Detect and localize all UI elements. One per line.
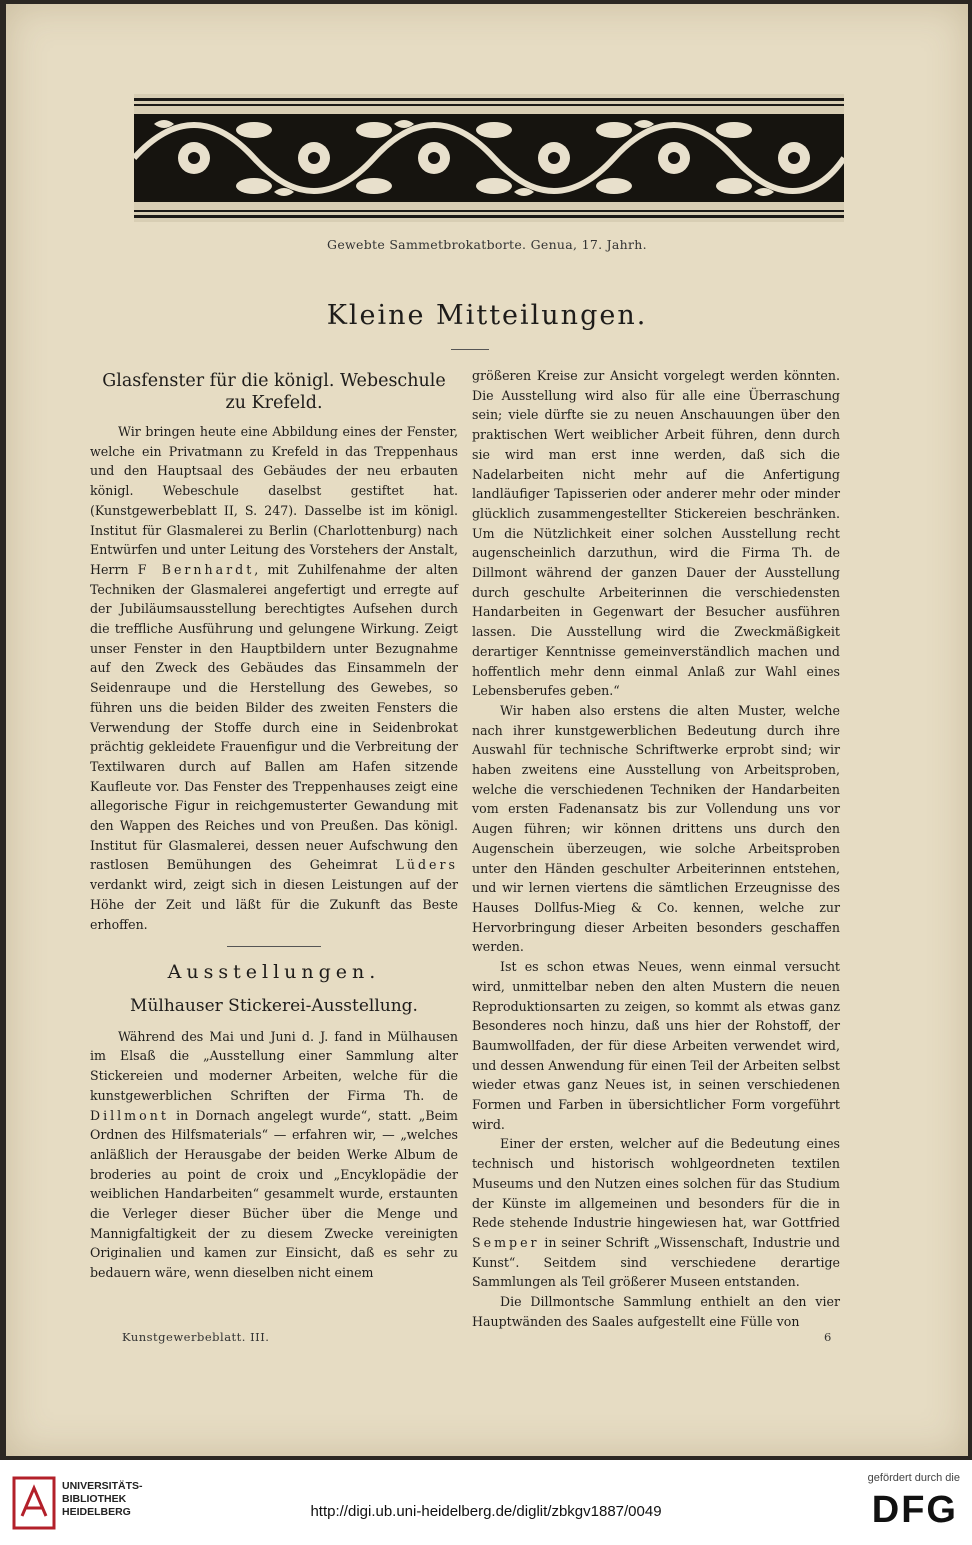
paragraph-text: Während des Mai und Juni d. J. fand in Mülhausen im Elsaß die „Ausstellung einer Sammlung alter Stickereien und moderner Arbeiten, welche für die kunstgewerblichen Schriften der Firma Th. de	[90, 1028, 458, 1103]
paragraph-text: , mit Zuhilfenahme der alten Techniken der Glasmalerei angefertigt und erregte auf der Jubiläumsausstellung berechtigtes Aufsehen durch die treffliche Ausführung und gelungene Wirkung. Zeigt unser Fenster in den Hauptbildern unter Bezugnahme auf den Zweck des Gebäudes das Einsammeln der Seidenraupe und die Herstellung des Gewebes, so führen uns die beiden Bilder des zweiten Fensters die Verwendung der Stoffe durch eine in Seidenbrokat prächtig gekleidete Frauenfigur und die Verbreitung der Textilwaren durch auf Ballen am Hafen sitzende Kaufleute vor. Das Fenster des Treppenhauses zeigt eine allegorische Figur in reichgemusterter Gewandung mit den Wappen des Reiches und von Preußen. Das königl. Institut für Glasmalerei, dessen neuer Aufschwung den rastlosen Bemühungen des Geheimrat	[90, 561, 458, 873]
scanned-page	[6, 4, 968, 1456]
article-paragraph: Die Dillmontsche Sammlung enthielt an den vier Hauptwänden des Saales aufgestellt eine Fülle von	[472, 1294, 840, 1329]
source-url-link[interactable]: http://digi.ub.uni-heidelberg.de/diglit/zbkgv1887/0049	[310, 1503, 662, 1520]
title-divider	[451, 349, 489, 350]
article-title	[90, 370, 458, 414]
library-name-line2: BIBLIOTHEK	[62, 1493, 127, 1505]
article-paragraph	[90, 422, 458, 934]
person-name: F Bernhardt	[137, 561, 255, 577]
dfg-logo[interactable]: DFG	[871, 1489, 958, 1531]
article-paragraph: Ist es schon etwas Neues, wenn einmal versucht wird, unmittelbar neben den alten Mustern die neuen Reproduktionsarten zu zeigen, so kommt als etwas ganz Besonderes noch hinzu, daß uns hier der Rohstoff, der Baumwollfaden, der für diese Arbeiten verwendet wird, und dessen Anwendung für einen Teil der Arbeiten selbst wieder etwas ganz Neues ist, in seinen verschiedenen Formen und Farben in übersichtlicher Form vorgeführt wird.	[472, 959, 840, 1132]
person-name: Semper	[472, 1234, 540, 1250]
section-heading: Ausstellungen.	[167, 961, 381, 984]
article-paragraph	[90, 1027, 458, 1283]
digitization-bar	[0, 1460, 972, 1545]
page-title: Kleine Mitteilungen.	[326, 300, 648, 331]
library-name-line3: HEIDELBERG	[62, 1506, 131, 1518]
article-title-line2: zu Krefeld.	[225, 393, 323, 413]
article-paragraph: Wir haben also erstens die alten Muster, welche nach ihrer kunstgewerblichen Bedeutung durch ihre Auswahl für technische Schriftwerke erprobt sind; wir haben zweitens eine Ausstellung von Arbeitsproben, welche die verschiedenen Techniken der Handarbeiten vom ersten Fadenansatz bis zur Vollendung uns vor Augen führen; wir können drittens uns durch den Augenschein überzeugen, wie solche Arbeitsproben unter den Händen geschulter Arbeiterinnen entstehen, und wir lernen viertens die sämtlichen Erzeugnisse des Hauses Dollfus-Mieg & Co. kennen, welche zur Hervorbringung dieser Arbeiten besonders geschaffen werden.	[472, 702, 840, 955]
library-name-line1: UNIVERSITÄTS-	[62, 1480, 143, 1492]
page-number: 6	[824, 1330, 832, 1344]
paragraph-text: in Dornach angelegt wurde“, statt. „Beim Ordnen des Hilfsmaterials“ — erfahren wir, — „welches anläßlich der Herausgabe der beiden Werke Album de broderies au point de croix und „Encyklopädie der weiblichen Handarbeiten“ gesammelt wurde, erstaunten die Verleger dieser Bücher über die Menge und Mannigfaltigkeit der zu diesem Zwecke vereinigten Originalien und kamen zur Einsicht, daß es sehr zu bedauern wäre, wenn dieselben nicht einem	[90, 1107, 458, 1281]
ornament-caption: Gewebte Sammetbrokatborte. Genua, 17. Jahrh.	[327, 237, 647, 252]
paragraph-text: verdankt wird, zeigt sich in diesen Leistungen auf der Höhe der Zeit und läßt für die Zukunft das Beste erhoffen.	[90, 877, 458, 932]
section-subheading: Mülhauser Stickerei-Ausstellung.	[130, 995, 418, 1016]
left-column	[90, 366, 458, 1283]
person-name: Lüders	[395, 857, 458, 873]
article-paragraph: größeren Kreise zur Ansicht vorgelegt werden könnten. Die Ausstellung wird also für alle eine Überraschung sein; viele dürfte sie zu neuen Anschauungen über den praktischen Wert weiblicher Arbeit führen, denn durch sie wird man erst inne werden, daß sich die Nadelarbeiten nicht mehr auf die Anfertigung landläufiger Tapisserien oder anderer mehr oder minder glücklich zusammengestellter Stickereien beschränken. Um die Nützlichkeit einer solchen Ausstellung recht augenscheinlich darzuthun, wird die Firma Th. de Dillmont während der ganzen Dauer der Ausstellung durch geschulte Arbeiterinnen die verschiedensten Handarbeiten in Gegenwart der Besucher ausführen lassen. Die Ausstellung wird die Zweckmäßigkeit derartiger Kenntnisse gemeinverständlich machen und hoffentlich mehr denn einmal Anlaß zur Wahl eines Lebensberufes geben.“	[472, 368, 840, 699]
article-title-line1: Glasfenster für die königl. Webeschule	[102, 371, 446, 391]
section-divider	[227, 946, 321, 947]
funded-by-label: gefördert durch die	[867, 1472, 960, 1484]
article-paragraph	[472, 1134, 840, 1292]
right-column	[472, 366, 840, 1331]
journal-footer: Kunstgewerbeblatt. III.	[122, 1330, 270, 1344]
ornament-border-image	[134, 94, 844, 222]
paragraph-text: Wir bringen heute eine Abbildung eines der Fenster, welche ein Privatmann zu Krefeld in das Treppenhaus und den Hauptsaal des Gebäudes der neu erbauten königl. Webeschule daselbst gestiftet hat. (Kunstgewerbeblatt II, S. 247). Dasselbe ist im königl. Institut für Glasmalerei zu Berlin (Charlottenburg) nach Entwürfen und unter Leitung des Vorstehers der Anstalt, Herrn	[90, 424, 458, 577]
paragraph-text: Einer der ersten, welcher auf die Bedeutung eines technisch und historisch wohlgeordneten textilen Museums und den Nutzen eines solchen für das Studium der Künste im allgemeinen und besonders für die in Rede stehende Industrie hingewiesen hat, war Gottfried	[472, 1136, 840, 1231]
paragraph-text: in seiner Schrift „Wissenschaft, Industrie und Kunst“. Seitdem sind verschiedene derartige Sammlungen als Teil größerer Museen entstanden.	[472, 1234, 840, 1290]
person-name: Dillmont	[90, 1107, 169, 1123]
